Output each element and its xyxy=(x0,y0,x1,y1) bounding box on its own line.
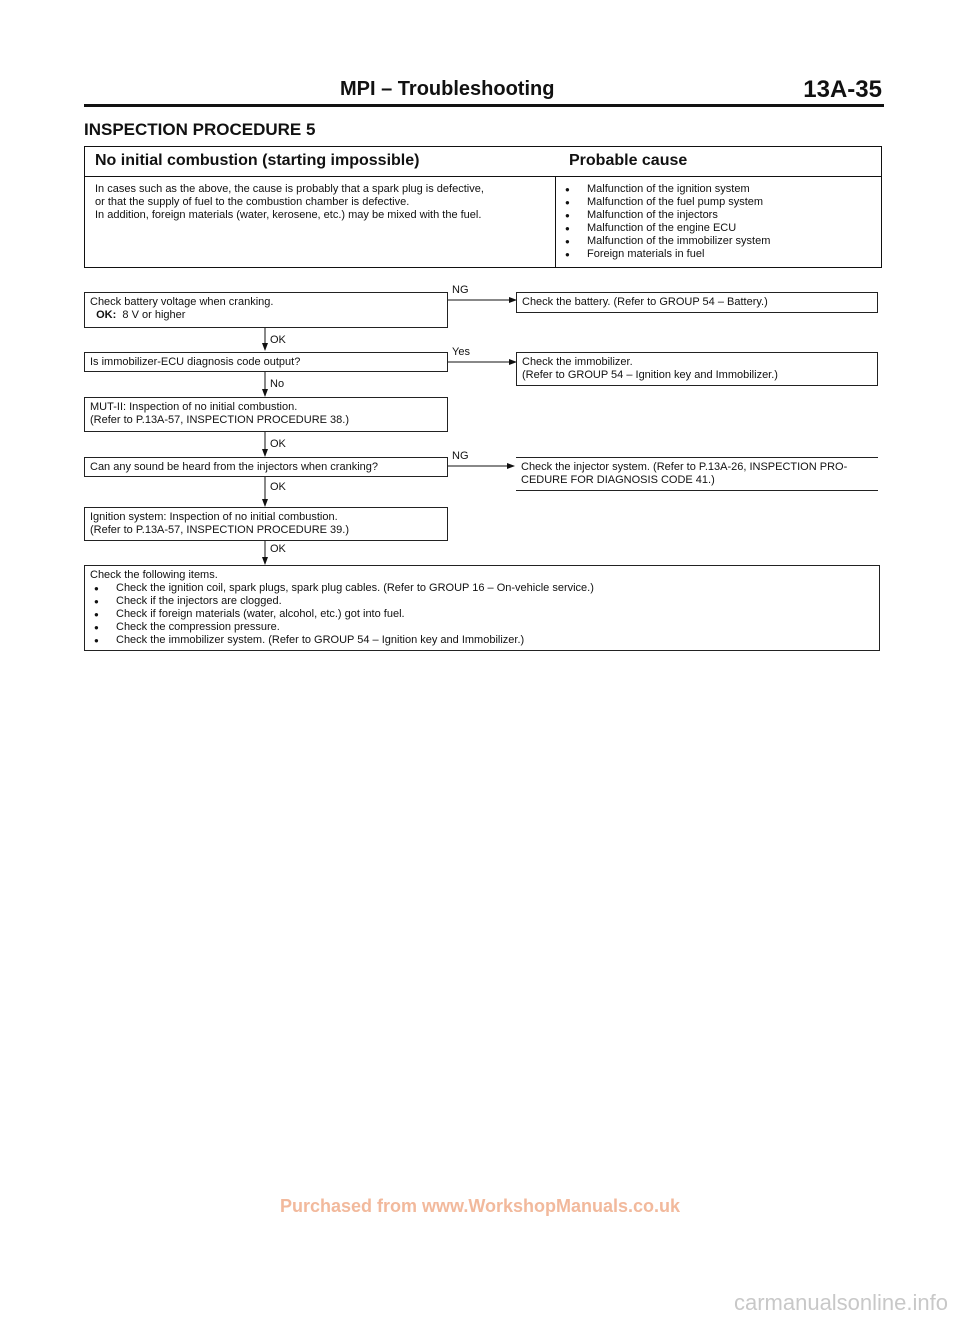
mut-ii-inspection-box xyxy=(84,397,448,432)
final-check-item: ● Check if foreign materials (water, alcohol, etc.) got into fuel. xyxy=(90,608,874,621)
immobilizer-code-text: Is immobilizer-ECU diagnosis code output? xyxy=(90,356,301,368)
battery-check-spec xyxy=(90,309,442,322)
final-check-item: ● Check the immobilizer system. (Refer to GROUP 54 – Ignition key and Immobilizer.) xyxy=(90,634,874,647)
purchase-watermark: Purchased from www.WorkshopManuals.co.uk xyxy=(279,1196,681,1216)
ignition-inspection-text: Ignition system: Inspection of no initial combustion. xyxy=(90,511,338,523)
description-line: In addition, foreign materials (water, kerosene, etc.) may be mixed with the fuel. xyxy=(95,209,482,221)
branch-label-yes: Yes xyxy=(452,346,470,358)
description-line: or that the supply of fuel to the combustion chamber is defective. xyxy=(95,196,410,208)
branch-label-ng: NG xyxy=(452,450,469,462)
final-check-list xyxy=(90,582,874,647)
cause-item: ● Malfunction of the engine ECU xyxy=(561,222,871,235)
header-title: MPI – Troubleshooting xyxy=(340,78,555,100)
mut-ii-text: MUT-II: Inspection of no initial combustion. xyxy=(90,401,298,413)
ok-spec-label: OK: xyxy=(96,309,117,321)
check-immobilizer-box xyxy=(516,352,878,386)
final-check-item: ● Check the ignition coil, spark plugs, spark plug cables. (Refer to GROUP 16 – On-vehicle service.) xyxy=(90,582,874,595)
flow-label-ok: OK xyxy=(270,481,286,493)
immobilizer-code-check-box xyxy=(84,352,448,372)
injector-sound-text: Can any sound be heard from the injectors when cranking? xyxy=(90,461,379,473)
injector-sound-check-box xyxy=(84,457,448,477)
final-check-items-box xyxy=(84,565,880,651)
footer-site-watermark: carmanualsonline.info xyxy=(733,1290,948,1315)
ignition-inspection-ref: (Refer to P.13A-57, INSPECTION PROCEDURE 39.) xyxy=(90,524,349,536)
ignition-system-inspection-box xyxy=(84,507,448,541)
procedure-title: INSPECTION PROCEDURE 5 xyxy=(84,120,316,139)
check-immobilizer-ref: (Refer to GROUP 54 – Ignition key and Immobilizer.) xyxy=(522,369,778,381)
final-check-item: ● Check if the injectors are clogged. xyxy=(90,595,874,608)
battery-voltage-check-box xyxy=(84,292,448,328)
branch-label-ng: NG xyxy=(452,284,469,296)
mut-ii-ref: (Refer to P.13A-57, INSPECTION PROCEDURE 38.) xyxy=(90,414,349,426)
flow-label-ok: OK xyxy=(270,543,286,555)
flow-label-ok: OK xyxy=(270,334,286,346)
cause-item: ● Foreign materials in fuel xyxy=(561,248,871,261)
flow-label-no: No xyxy=(270,378,285,390)
check-injector-ref: CEDURE FOR DIAGNOSIS CODE 41.) xyxy=(521,474,715,486)
description-line: In cases such as the above, the cause is probably that a spark plug is defective, xyxy=(95,183,484,195)
check-immobilizer-text: Check the immobilizer. xyxy=(522,356,633,368)
check-injector-system-box xyxy=(516,457,878,491)
check-battery-text: Check the battery. (Refer to GROUP 54 – Battery.) xyxy=(522,296,768,308)
symptom-heading: No initial combustion (starting impossible) xyxy=(95,152,420,169)
final-check-item: ● Check the compression pressure. xyxy=(90,621,874,634)
flow-label-ok: OK xyxy=(270,438,286,450)
check-battery-box xyxy=(516,292,878,313)
page-number: 13A-35 xyxy=(803,76,882,103)
probable-cause-heading: Probable cause xyxy=(569,152,688,169)
cause-item: ● Malfunction of the ignition system xyxy=(561,183,871,196)
cause-item: ● Malfunction of the fuel pump system xyxy=(561,196,871,209)
battery-check-text: Check battery voltage when cranking. xyxy=(90,296,274,308)
cause-item: ● Malfunction of the immobilizer system xyxy=(561,235,871,248)
final-check-heading: Check the following items. xyxy=(90,569,218,581)
check-injector-text: Check the injector system. (Refer to P.13A-26, INSPECTION PRO- xyxy=(521,461,848,473)
cause-item: ● Malfunction of the injectors xyxy=(561,209,871,222)
ok-spec-value: 8 V or higher xyxy=(122,309,186,321)
